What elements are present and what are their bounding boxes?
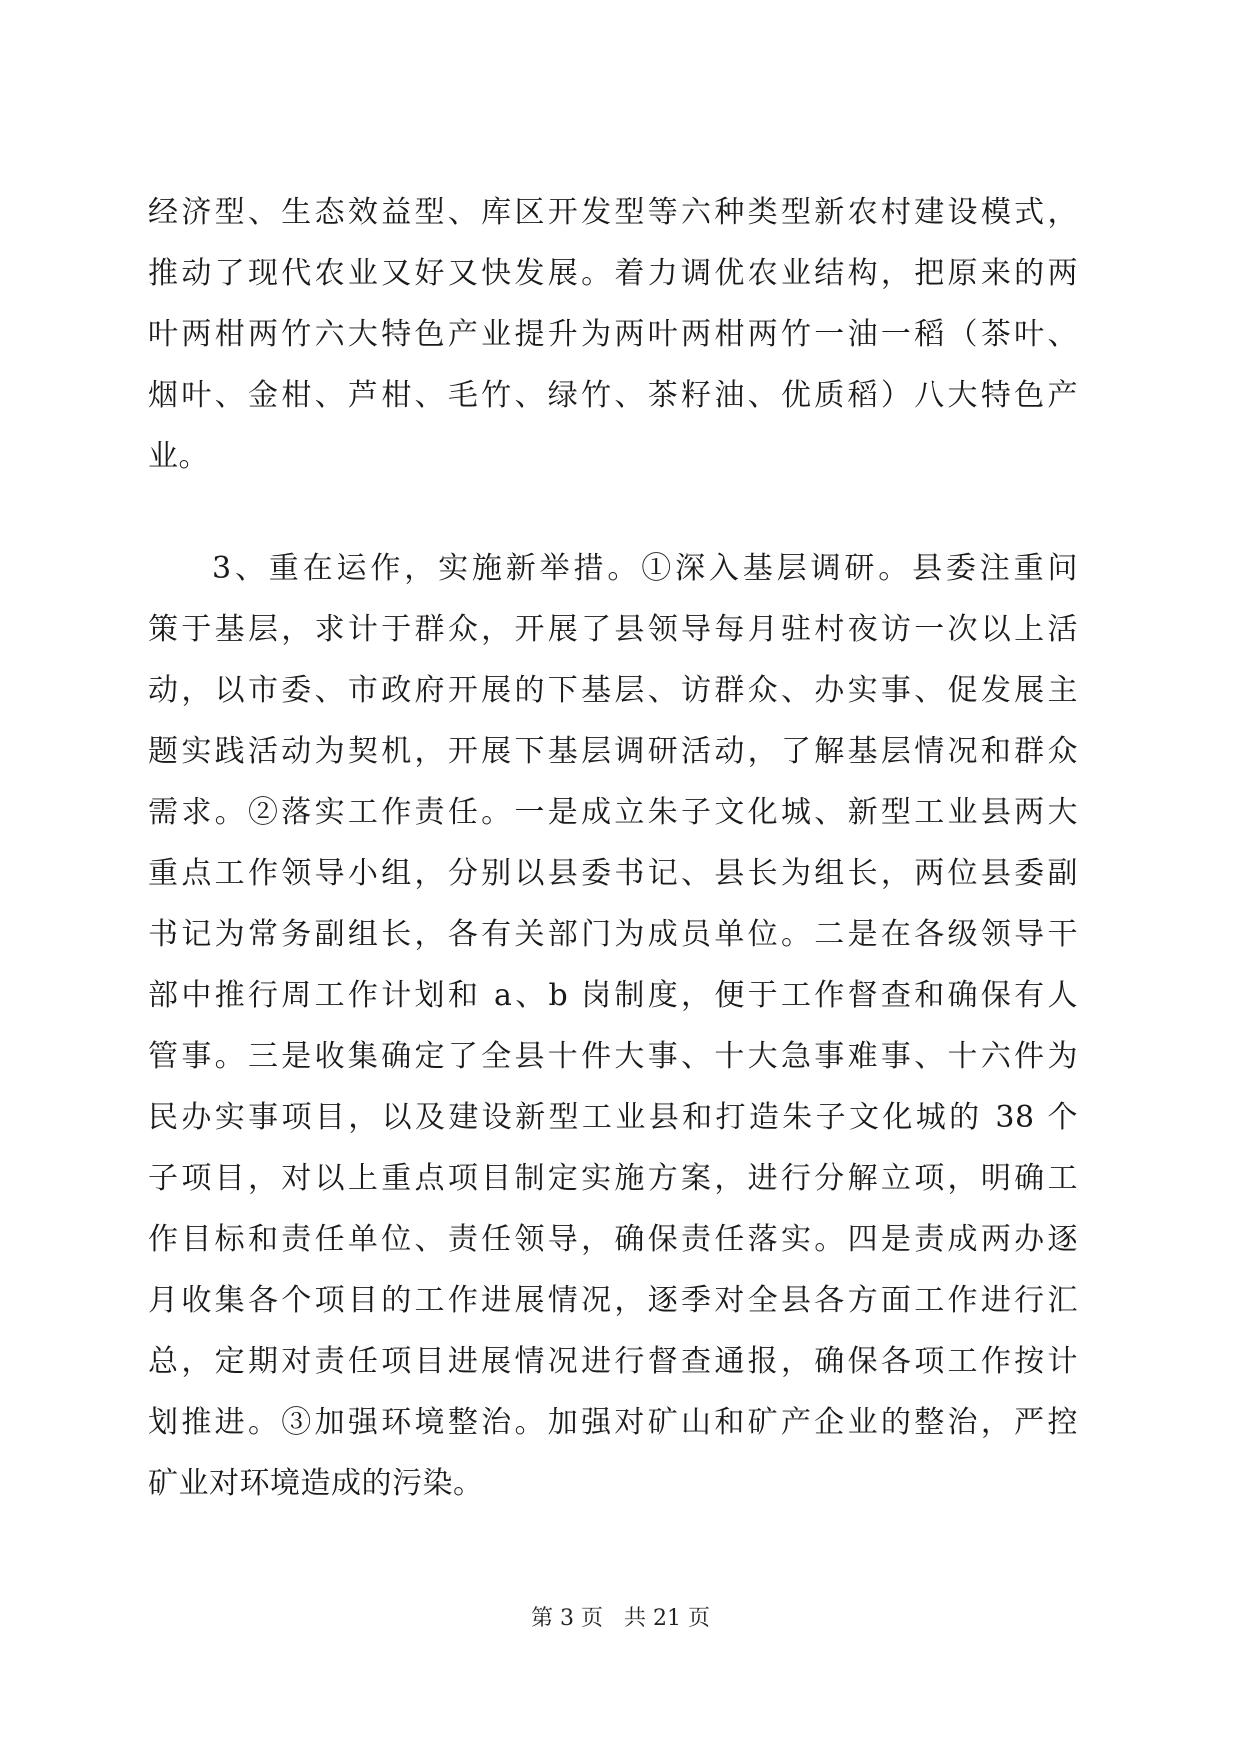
paragraph-line: 3、重在运作，实施新举措。①深入基层调研。县委注重问 (212, 551, 1078, 586)
paragraph-line: 推动了现代农业又好又快发展。着力调优农业结构，把原来的两 (148, 256, 1078, 291)
paragraph-line: 管事。三是收集确定了全县十件大事、十大急事难事、十六件为 (148, 1039, 1078, 1074)
paragraph-line: 重点工作领导小组，分别以县委书记、县长为组长，两位县委副 (148, 856, 1078, 891)
paragraph-1 (148, 182, 1078, 487)
paragraph-line: 民办实事项目，以及建设新型工业县和打造朱子文化城的 38 个 (148, 1100, 1078, 1135)
paragraph-line: 经济型、生态效益型、库区开发型等六种类型新农村建设模式， (148, 195, 1078, 230)
paragraph-line: 月收集各个项目的工作进展情况，逐季对全县各方面工作进行汇 (148, 1283, 1078, 1318)
paragraph-line: 题实践活动为契机，开展下基层调研活动，了解基层情况和群众 (148, 734, 1078, 769)
paragraph-line: 业。 (148, 439, 209, 474)
paragraph-line: 需求。②落实工作责任。一是成立朱子文化城、新型工业县两大 (148, 795, 1078, 830)
paragraph-line: 策于基层，求计于群众，开展了县领导每月驻村夜访一次以上活 (148, 612, 1078, 647)
paragraph-line: 书记为常务副组长，各有关部门为成员单位。二是在各级领导干 (148, 917, 1078, 952)
paragraph-line: 划推进。③加强环境整治。加强对矿山和矿产企业的整治，严控 (148, 1405, 1078, 1440)
page-footer (0, 1604, 1241, 1634)
paragraph-line: 总，定期对责任项目进展情况进行督查通报，确保各项工作按计 (148, 1344, 1078, 1379)
paragraph-line: 部中推行周工作计划和 a、b 岗制度，便于工作督查和确保有人 (148, 978, 1078, 1013)
paragraph-line: 烟叶、金柑、芦柑、毛竹、绿竹、茶籽油、优质稻）八大特色产 (148, 378, 1078, 413)
page-number: 第 3 页 (531, 1606, 603, 1631)
page-total: 共 21 页 (624, 1606, 710, 1631)
paragraph-line: 作目标和责任单位、责任领导，确保责任落实。四是责成两办逐 (148, 1222, 1078, 1257)
paragraph-line: 矿业对环境造成的污染。 (148, 1466, 484, 1501)
paragraph-line: 动，以市委、市政府开展的下基层、访群众、办实事、促发展主 (148, 673, 1078, 708)
paragraph-line: 叶两柑两竹六大特色产业提升为两叶两柑两竹一油一稻（茶叶、 (148, 317, 1078, 352)
paragraph-2 (148, 538, 1078, 1514)
paragraph-line: 子项目，对以上重点项目制定实施方案，进行分解立项，明确工 (148, 1161, 1078, 1196)
